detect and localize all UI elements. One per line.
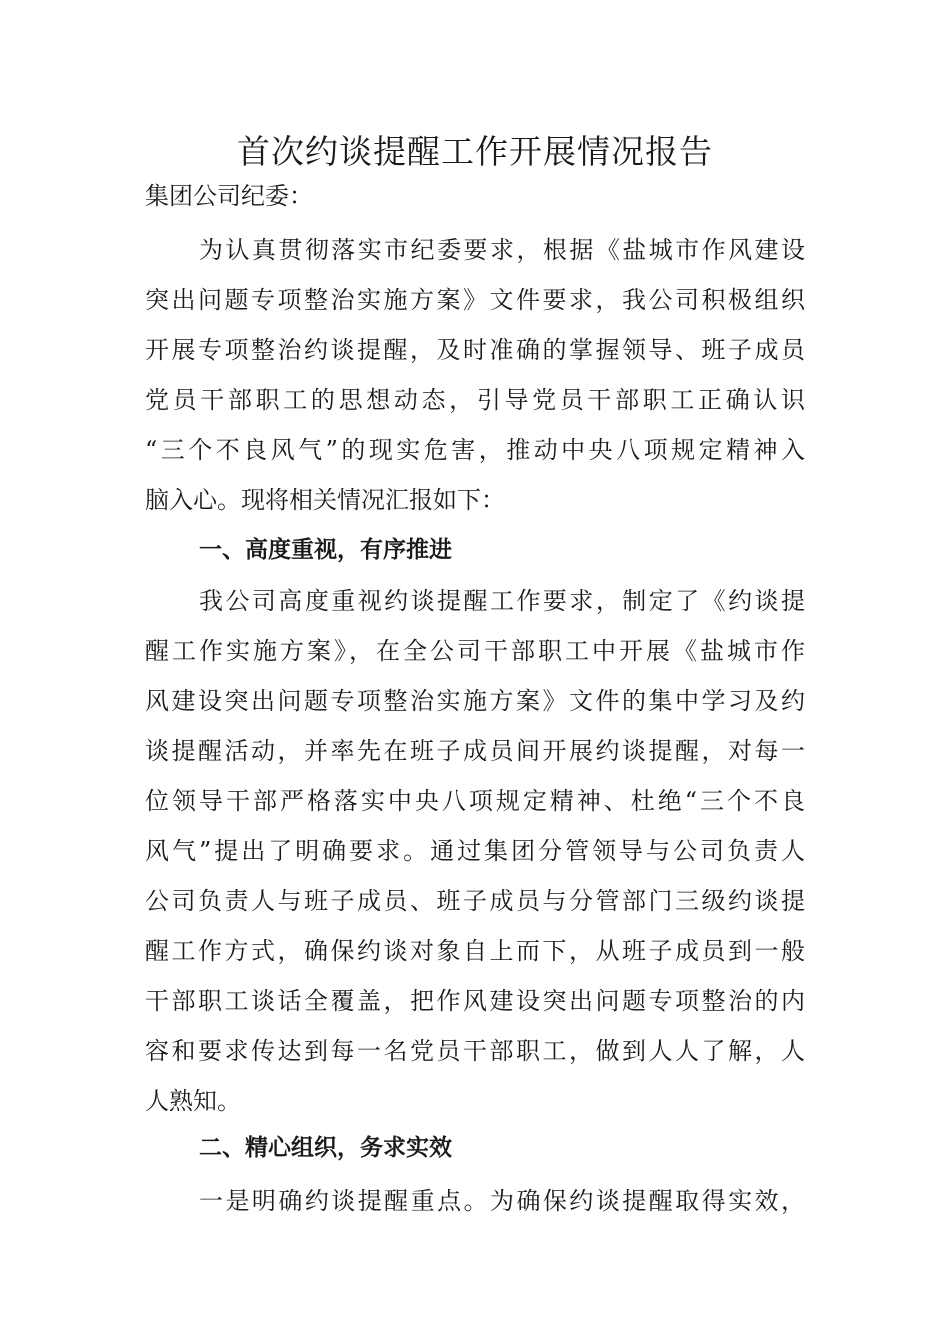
paragraph-line: 容和要求传达到每一名党员干部职工，做到人人了解，人 <box>145 1037 805 1065</box>
paragraph-line: 醒工作实施方案》，在全公司干部职工中开展《盐城市作 <box>145 637 805 665</box>
section-heading-1: 一、高度重视，有序推进 <box>199 537 452 563</box>
paragraph-line: 位领导干部严格落实中央八项规定精神、杜绝“三个不良 <box>145 787 805 815</box>
paragraph-line: 为认真贯彻落实市纪委要求，根据《盐城市作风建设 <box>199 236 805 264</box>
paragraph-line: 脑入心。现将相关情况汇报如下： <box>145 486 505 514</box>
paragraph-line: 干部职工谈话全覆盖，把作风建设突出问题专项整治的内 <box>145 987 805 1015</box>
paragraph-line: 党员干部职工的思想动态，引导党员干部职工正确认识 <box>145 386 805 414</box>
document-title: 首次约谈提醒工作开展情况报告 <box>237 132 713 171</box>
paragraph-line: 人熟知。 <box>145 1087 241 1115</box>
paragraph-line: 开展专项整治约谈提醒，及时准确的掌握领导、班子成员 <box>145 336 805 364</box>
section-heading-2: 二、精心组织，务求实效 <box>199 1135 452 1161</box>
paragraph-line: 风气”提出了明确要求。通过集团分管领导与公司负责人 <box>145 837 805 865</box>
paragraph-line: 一是明确约谈提醒重点。为确保约谈提醒取得实效， <box>199 1187 805 1215</box>
paragraph-line: 风建设突出问题专项整治实施方案》文件的集中学习及约 <box>145 687 805 715</box>
paragraph-line: 醒工作方式，确保约谈对象自上而下，从班子成员到一般 <box>145 937 805 965</box>
paragraph-line: 我公司高度重视约谈提醒工作要求，制定了《约谈提 <box>199 587 805 615</box>
paragraph-line: “三个不良风气”的现实危害，推动中央八项规定精神入 <box>145 436 805 464</box>
salutation: 集团公司纪委： <box>145 182 313 210</box>
paragraph-line: 谈提醒活动，并率先在班子成员间开展约谈提醒，对每一 <box>145 737 805 765</box>
paragraph-line: 公司负责人与班子成员、班子成员与分管部门三级约谈提 <box>145 887 805 915</box>
paragraph-line: 突出问题专项整治实施方案》文件要求，我公司积极组织 <box>145 286 805 314</box>
